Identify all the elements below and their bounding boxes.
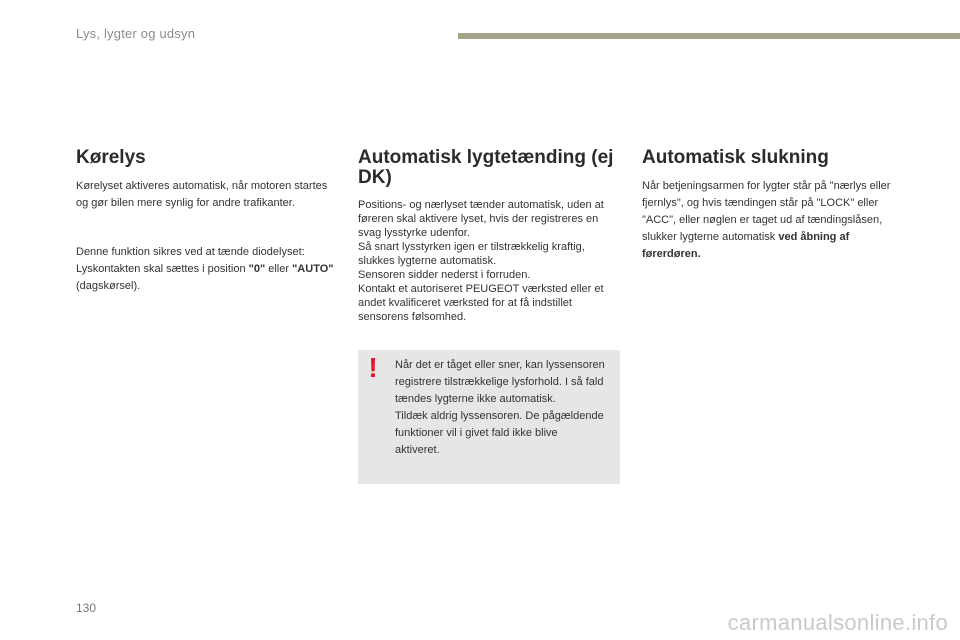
korelys-paragraph-2 xyxy=(76,244,338,295)
taending-line-1: Positions- og nærlyset tænder automatisk, uden at føreren skal aktivere lyset, hvis der registreres en svag lysstyrke udenfor. xyxy=(358,199,604,239)
slukning-bold: ved åbning af førerdøren. xyxy=(642,231,850,260)
exclamation-icon: ! xyxy=(368,352,378,383)
korelys-p2-end: (dagskørsel). xyxy=(76,280,141,292)
column-automatisk-taending xyxy=(358,148,620,324)
header-bar xyxy=(458,33,960,39)
korelys-p2-bold-auto: "AUTO" xyxy=(292,263,334,275)
korelys-paragraph-1: Kørelyset aktiveres automatisk, når motoren startes og gør bilen mere synlig for andre trafikanter. xyxy=(76,180,328,209)
automatisk-taending-heading: Automatisk lygtetænding (ej DK) xyxy=(358,147,614,188)
warning-line-2: Tildæk aldrig lyssensoren. De pågældende funktioner vil i givet fald ikke blive aktiveret. xyxy=(395,410,604,456)
section-header-title: Lys, lygter og udsyn xyxy=(76,26,196,41)
taending-line-3: Sensoren sidder nederst i forruden. xyxy=(358,269,531,281)
korelys-p2-text: Denne funktion sikres ved at tænde diodelyset: Lyskontakten skal sættes i position xyxy=(76,246,305,275)
warning-line-1: Når det er tåget eller sner, kan lyssensoren registrere tilstrækkelige lysforhold. I så fald tændes lygterne ikke automatisk. xyxy=(395,359,605,405)
korelys-p2-mid: eller xyxy=(265,263,293,275)
automatisk-slukning-heading: Automatisk slukning xyxy=(642,147,829,168)
korelys-p2-bold-0: "0" xyxy=(248,263,266,275)
column-korelys xyxy=(76,148,338,295)
warning-box xyxy=(358,350,620,484)
warning-text xyxy=(395,357,605,459)
korelys-heading: Kørelys xyxy=(76,147,146,168)
slukning-paragraph xyxy=(642,178,904,263)
page-number: 130 xyxy=(76,601,97,615)
slukning-text: Når betjeningsarmen for lygter står på "nærlys eller fjernlys", og hvis tændingen står på "LOCK" eller "ACC", eller nøglen er taget ud af tændingslåsen, slukker lygterne automatisk xyxy=(642,180,891,243)
taending-line-4: Kontakt et autoriseret PEUGEOT værksted eller et andet kvalificeret værksted for at få indstillet sensorens følsomhed. xyxy=(358,283,604,323)
watermark: carmanualsonline.info xyxy=(727,610,948,635)
column-automatisk-slukning xyxy=(642,148,904,263)
taending-line-2: Så snart lysstyrken igen er tilstrækkelig kraftig, slukkes lygterne automatisk. xyxy=(358,241,585,267)
